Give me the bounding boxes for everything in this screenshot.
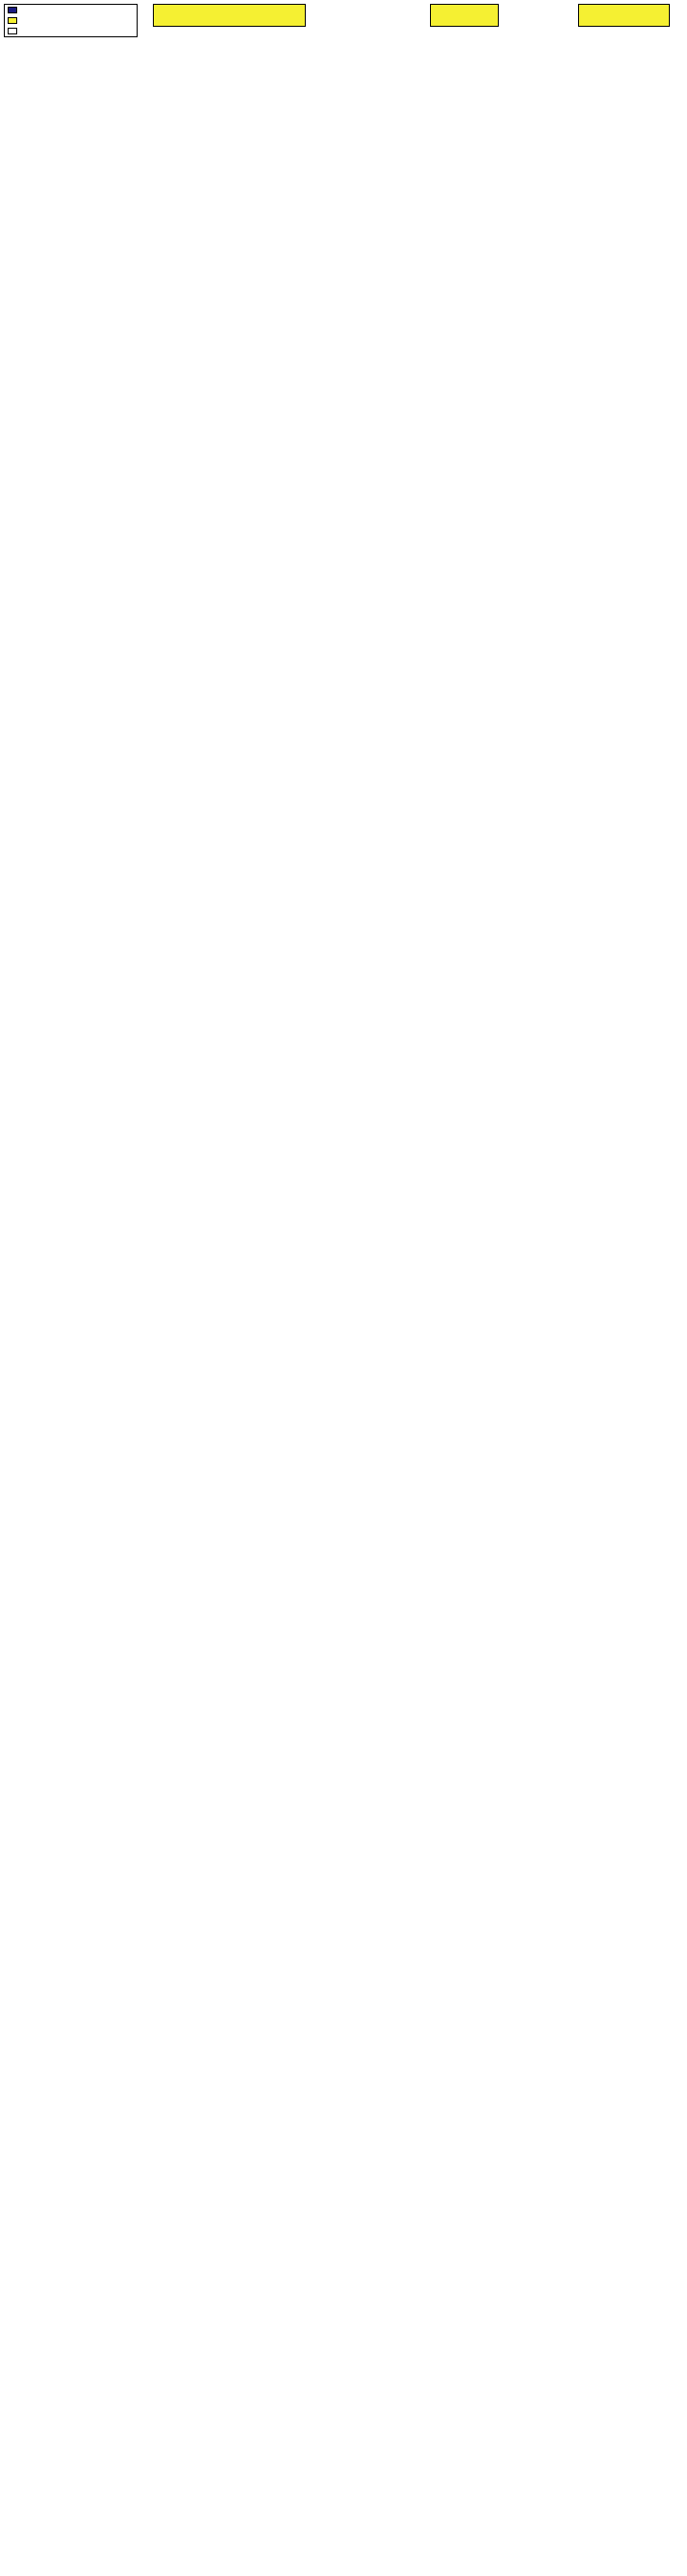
legend-item	[5, 5, 137, 15]
legend-item	[5, 15, 137, 26]
legend-item	[5, 26, 137, 36]
marking-note	[153, 4, 306, 27]
score-note	[430, 4, 499, 27]
lap-note	[578, 4, 670, 27]
legend-box	[4, 4, 138, 37]
